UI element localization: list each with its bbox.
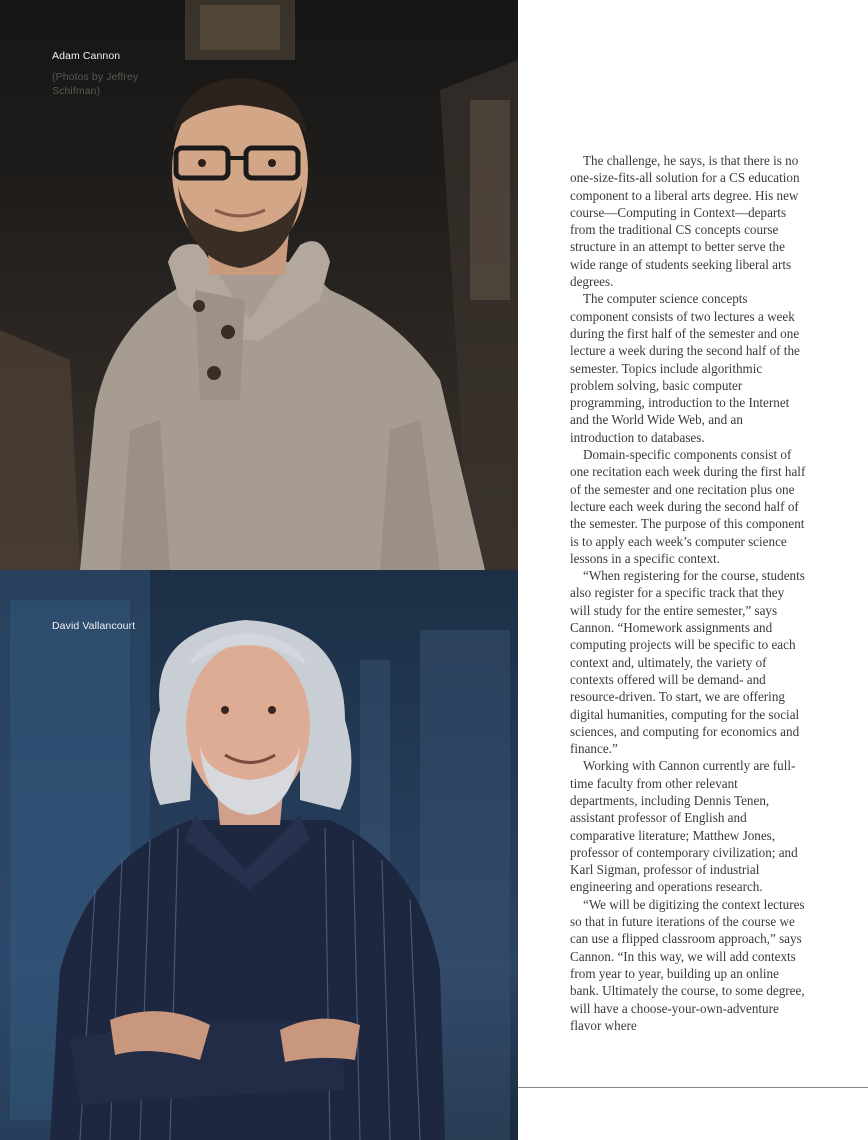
photo-david-vallancourt: [0, 570, 518, 1140]
article-paragraph: “When registering for the course, students also register for a specific track that they will study for the entire semester,” says Cannon. “Homework assignments and computing projects will be specific to each context and, ultimately, the variety of contexts offered will be demand- and resource-driven. To start, we are offering digital humanities, computing for the social sciences, and computing for economics and finance.”: [570, 568, 805, 757]
footer-divider: [518, 1087, 868, 1088]
photo-credit: (Photos by Jeffrey Schifman): [52, 71, 139, 97]
article-paragraph: Domain-specific components consist of one recitation each week during the first half of the semester and one recitation plus one lecture each week during the second half of the semester. The purpose of this component is to apply each week’s computer science lessons in a specific context.: [570, 447, 806, 566]
article-paragraph: The challenge, he says, is that there is no one-size-fits-all solution for a CS education component to a liberal arts degree. His new course—Computing in Context—departs from the traditional CS concepts course structure in an attempt to better serve the wide range of students seeking liberal arts degrees.: [570, 153, 800, 290]
article-paragraph: The computer science concepts component consists of two lectures a week during the first half of the semester and one lecture a week during the second half of the semester. Topics include algorithmic problem solving, basic computer programming, introduction to the Internet and the World Wide Web, and an introduction to databases.: [570, 291, 800, 445]
photo-adam-cannon: [0, 0, 518, 570]
article-body: [570, 152, 806, 1034]
portrait-illustration-david: [0, 570, 518, 1140]
photo-caption-david-vallancourt: David Vallancourt: [52, 620, 136, 632]
photo-caption-adam-cannon: Adam Cannon: [52, 50, 121, 62]
article-paragraph: “We will be digitizing the context lectures so that in future iterations of the course we can use a flipped classroom approach,” says Cannon. “In this way, we will add contexts from year to year, building up an online bank. Ultimately the course, to some degree, will have a choose-your-own-adventure flavor where: [570, 896, 805, 1033]
article-paragraph: Working with Cannon currently are full-time faculty from other relevant departments, including Dennis Tenen, assistant professor of English and comparative literature; Matthew Jones, professor of contemporary civilization; and Karl Sigman, professor of industrial engineering and operations research.: [570, 758, 798, 895]
